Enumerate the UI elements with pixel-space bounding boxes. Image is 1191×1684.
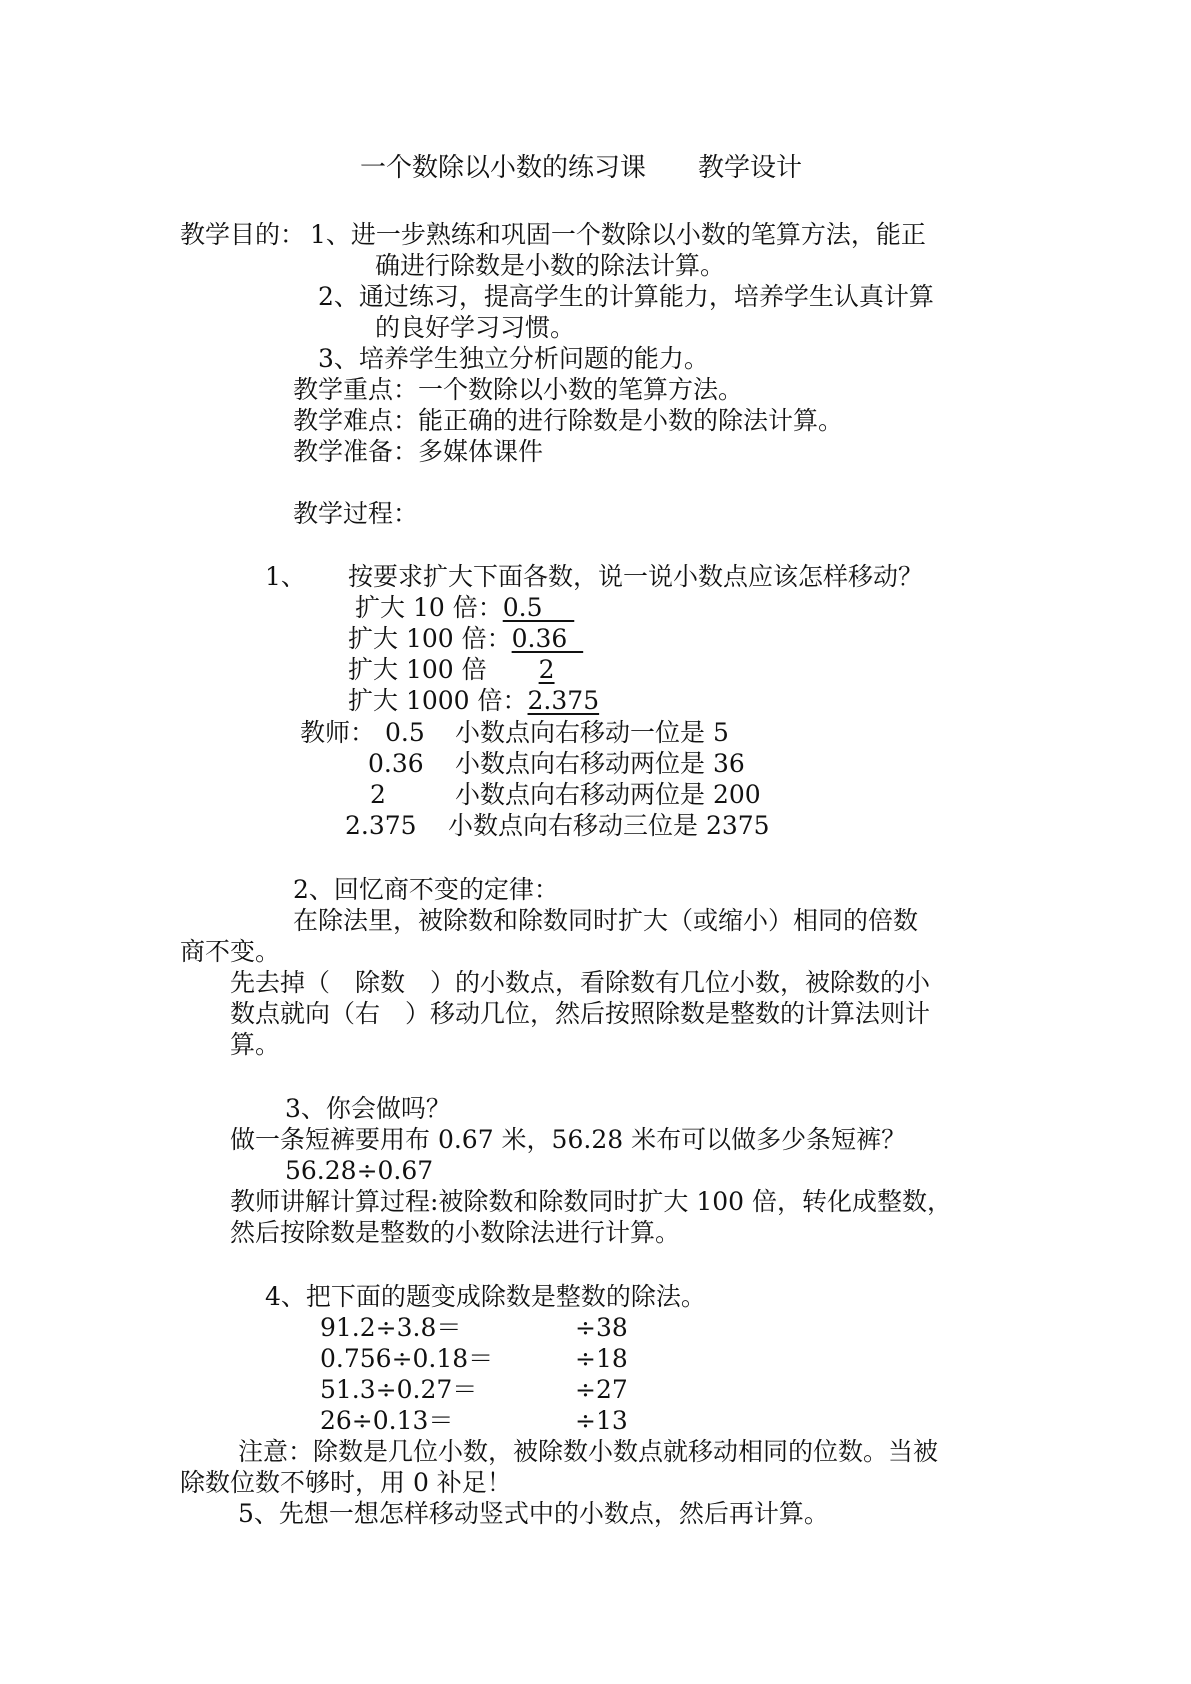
page-title: 一个数除以小数的练习课 教学设计 xyxy=(360,153,803,183)
expand-item-1 xyxy=(355,592,574,623)
division-row-2-right: ÷18 xyxy=(575,1344,628,1373)
section2-method-line-2: 数点就向（右 ）移动几位，然后按照除数是整数的计算法则计 xyxy=(230,999,931,1028)
difficulty: 教学难点：能正确的进行除数是小数的除法计算。 xyxy=(293,406,844,435)
expand-item-4 xyxy=(348,685,599,716)
answer-1-text: 小数点向右移动一位是 5 xyxy=(455,718,729,747)
expand-item-2-value: 0.36 xyxy=(511,624,584,653)
expand-item-4-label: 扩大 1000 倍： xyxy=(348,686,528,715)
section3-expression: 56.28÷0.67 xyxy=(285,1156,434,1185)
objective-1-line-1: 1、进一步熟练和巩固一个数除以小数的笔算方法，能正 xyxy=(310,220,926,249)
expand-item-1-label: 扩大 10 倍： xyxy=(355,593,503,622)
answer-4-num: 2.375 xyxy=(345,811,417,840)
division-row-4-right: ÷13 xyxy=(575,1406,628,1435)
objective-1-line-2: 确进行除数是小数的除法计算。 xyxy=(375,251,726,280)
answer-3-text: 小数点向右移动两位是 200 xyxy=(455,780,761,809)
answer-4-text: 小数点向右移动三位是 2375 xyxy=(448,811,770,840)
preparation: 教学准备：多媒体课件 xyxy=(293,437,544,466)
section3-explain-line-1: 教师讲解计算过程:被除数和除数同时扩大 100 倍，转化成整数， xyxy=(230,1187,953,1216)
section3-explain-line-2: 然后按除数是整数的小数除法进行计算。 xyxy=(230,1218,681,1247)
objective-2-line-2: 的良好学习习惯。 xyxy=(375,313,576,342)
objective-2-line-1: 2、通过练习，提高学生的计算能力，培养学生认真计算 xyxy=(318,282,934,311)
section2-method-line-3: 算。 xyxy=(230,1030,281,1059)
objective-3: 3、培养学生独立分析问题的能力。 xyxy=(318,344,709,373)
expand-item-1-value: 0.5 xyxy=(502,593,575,622)
section5-heading: 5、先想一想怎样移动竖式中的小数点，然后再计算。 xyxy=(238,1499,829,1528)
expand-item-4-value: 2.375 xyxy=(527,686,600,715)
expand-item-3-label: 扩大 100 倍 xyxy=(348,655,487,684)
expand-item-2-label: 扩大 100 倍： xyxy=(348,624,512,653)
section1-number: 1、 xyxy=(265,562,306,591)
answer-3-num: 2 xyxy=(370,780,386,809)
expand-item-2 xyxy=(348,623,583,654)
objectives-label: 教学目的： xyxy=(180,220,306,249)
expand-item-3 xyxy=(348,654,555,685)
division-row-3-left: 51.3÷0.27＝ xyxy=(320,1375,478,1404)
division-row-3-right: ÷27 xyxy=(575,1375,628,1404)
section3-heading: 3、你会做吗？ xyxy=(285,1094,451,1123)
section2-rule-line-1: 在除法里，被除数和除数同时扩大（或缩小）相同的倍数 xyxy=(293,906,919,935)
section4-note-line-1: 注意：除数是几位小数，被除数小数点就移动相同的位数。当被 xyxy=(238,1437,939,1466)
answer-2-text: 小数点向右移动两位是 36 xyxy=(455,749,745,778)
answer-1-num: 0.5 xyxy=(385,718,425,747)
section1-heading: 按要求扩大下面各数，说一说小数点应该怎样移动？ xyxy=(348,562,924,591)
division-row-1-right: ÷38 xyxy=(575,1313,628,1342)
section3-problem: 做一条短裤要用布 0.67 米，56.28 米布可以做多少条短裤？ xyxy=(230,1125,907,1154)
expand-item-3-value: 2 xyxy=(538,655,555,684)
division-row-4-left: 26÷0.13＝ xyxy=(320,1406,454,1435)
section4-note-line-2: 除数位数不够时，用 0 补足！ xyxy=(180,1468,512,1497)
section2-method-line-1: 先去掉（ 除数 ）的小数点，看除数有几位小数，被除数的小 xyxy=(230,968,931,997)
division-row-2-left: 0.756÷0.18＝ xyxy=(320,1344,494,1373)
answer-2-num: 0.36 xyxy=(368,749,424,778)
key-point: 教学重点：一个数除以小数的笔算方法。 xyxy=(293,375,744,404)
section2-heading: 2、回忆商不变的定律： xyxy=(293,875,559,904)
section2-rule-line-2: 商不变。 xyxy=(180,937,281,966)
teacher-label: 教师： xyxy=(300,718,376,747)
process-label: 教学过程： xyxy=(293,499,419,528)
division-row-1-left: 91.2÷3.8＝ xyxy=(320,1313,462,1342)
section4-heading: 4、把下面的题变成除数是整数的除法。 xyxy=(265,1282,706,1311)
